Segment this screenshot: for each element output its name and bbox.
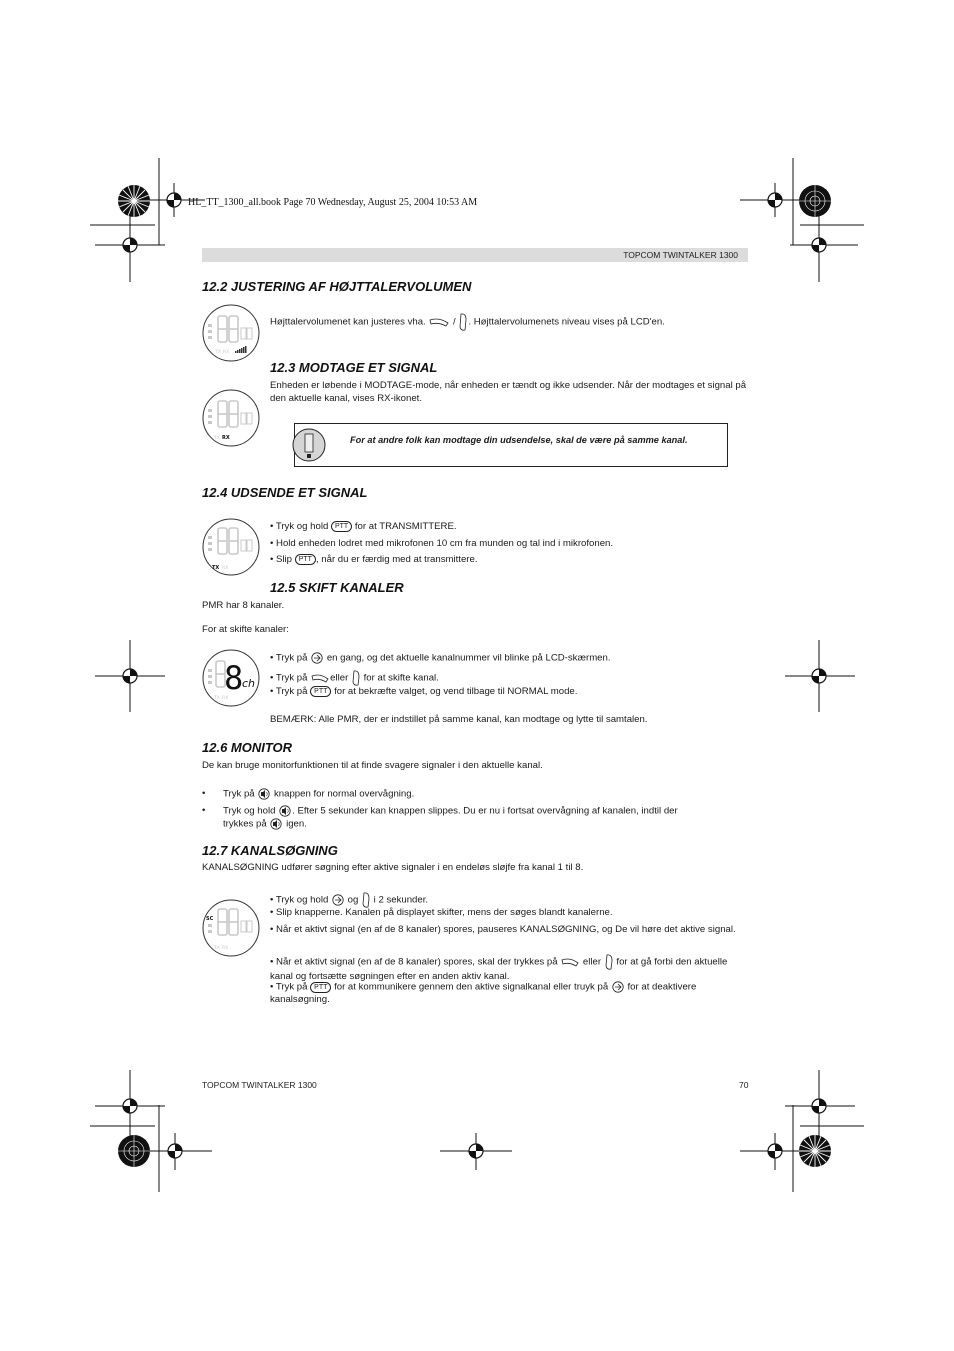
lcd-tx-label: TX [214,696,220,701]
header-title: TOPCOM TWINTALKER 1300 [623,250,738,260]
s126-bullet-1-mark: • [202,788,206,799]
lcd-rx-label: RX [222,696,229,701]
lcd-sc-label: SC [206,916,214,922]
s125-p2: For at skifte kanaler: [202,624,289,635]
s127-bullet-2: • Slip knapperne. Kanalen på displayet skifter, mens der søges blandt kanalerne. [270,907,613,918]
ptt-button-icon: PTT [331,521,352,532]
lcd-rx-label: RX [222,566,229,571]
s122-text-a: Højttalervolumenet kan justeres vha. [270,316,426,328]
heading-12-4: 12.4 UDSENDE ET SIGNAL [202,485,368,500]
menu-button-icon [310,652,324,664]
s125-p1: PMR har 8 kanaler. [202,600,285,611]
s126-bullet-1: Tryk på knappen for normal overvågning. [223,788,415,800]
heading-12-6: 12.6 MONITOR [202,740,293,755]
up-key-icon [351,669,361,687]
monitor-button-icon [278,805,292,817]
s126-text: De kan bruge monitorfunktionen til at finde svagere signaler i den aktuelle kanal. [202,760,543,771]
s127-bullet-5: • Tryk på PTT for at kommunikere gennem den aktive signalkanal eller truyk på for at deaktivere kanalsøgning. [270,981,697,1006]
monitor-button-icon [257,788,271,800]
lcd-tx-label: TX [215,350,221,355]
up-key-icon [604,953,614,971]
s126-bullet-2-mark: • [202,805,206,816]
down-key-icon [310,673,330,683]
s127-bullet-1: • Tryk og hold og i 2 sekunder. [270,891,428,909]
lcd-tx-label: TX [214,946,220,951]
ptt-button-icon: PTT [310,982,331,993]
s127-bullet-4: • Når et aktivt signal (en af de 8 kanaler) spores, skal der trykkes på eller for at gå forbi den aktuelle kanal og fortsætte søgningen efter en anden aktiv kanal. [270,953,750,984]
heading-12-3: 12.3 MODTAGE ET SIGNAL [270,360,438,375]
menu-button-icon [611,981,625,993]
lcd-tx-label: TX [212,565,220,571]
s125-bullet-1: • Tryk på en gang, og det aktuelle kanalnummer vil blinke på LCD-skærmen. [270,652,611,664]
monitor-button-icon [269,818,283,830]
s122-text [270,312,750,332]
heading-12-2: 12.2 JUSTERING AF HØJTTALERVOLUMEN [202,279,472,294]
s124-bullet-1: • Tryk og hold PTT for at TRANSMITTERE. [270,521,457,533]
s126-bullet-2: Tryk og hold . Efter 5 sekunder kan knappen slippes. Du er nu i fortsat overvågning af kanalen, indtil der trykkes på igen. [223,805,678,830]
down-key-icon [428,317,450,327]
lcd-display-volume [202,304,260,362]
lcd-channel-digit: 8 [224,659,244,697]
s124-bullet-3: • Slip PTT , når du er færdig med at transmittere. [270,554,478,566]
header-bar [202,248,748,262]
up-key-icon [458,312,468,332]
page-number: 70 [739,1080,749,1090]
lcd-rx-label: RX [223,350,230,355]
menu-button-icon [331,894,345,906]
lcd-tx-label: TX [214,436,220,441]
print-header: HL_TT_1300_all.book Page 70 Wednesday, August 25, 2004 10:53 AM [188,197,478,208]
lcd-rx-label: RX [222,435,230,441]
s122-slash: / [453,316,456,328]
lcd-ch-label: ch [242,677,256,690]
heading-12-5: 12.5 SKIFT KANALER [270,580,404,595]
s123-text: Enheden er løbende i MODTAGE-mode, når enheden er tændt og ikke udsender. Når der modtages et signal på den aktuelle kanal, vises RX-ikonet. [270,380,747,404]
down-key-icon [560,957,580,967]
lcd-display-rx [202,389,260,447]
lcd-display-tx [202,518,260,576]
ptt-button-icon: PTT [310,686,331,697]
note-text: For at andre folk kan modtage din udsendelse, skal de være på samme kanal. [350,435,688,445]
s125-note: BEMÆRK: Alle PMR, der er indstillet på samme kanal, kan modtage og lytte til samtalen. [270,714,648,725]
s127-bullet-3: • Når et aktivt signal (en af de 8 kanaler) spores, pauseres KANALSØGNING, og De vil høre det aktive signal. [270,924,736,935]
heading-12-7: 12.7 KANALSØGNING [202,843,338,858]
ptt-button-icon: PTT [295,554,316,565]
s125-bullet-2: • Tryk på eller for at skifte kanal. [270,669,439,687]
lcd-display-channel [202,649,260,707]
s125-bullet-3: • Tryk på PTT for at bekræfte valget, og vend tilbage til NORMAL mode. [270,686,578,698]
warning-icon [292,427,326,463]
lcd-display-scan [202,899,260,957]
footer-title: TOPCOM TWINTALKER 1300 [202,1080,317,1090]
s124-bullet-2: • Hold enheden lodret med mikrofonen 10 cm fra munden og tal ind i mikrofonen. [270,538,614,549]
s122-text-b: . Højttalervolumenets niveau vises på LCD'en. [468,316,665,328]
s127-text: KANALSØGNING udfører søgning efter aktive signaler i en endeløs sløjfe fra kanal 1 til 8. [202,862,584,873]
lcd-rx-label: RX [222,946,229,951]
